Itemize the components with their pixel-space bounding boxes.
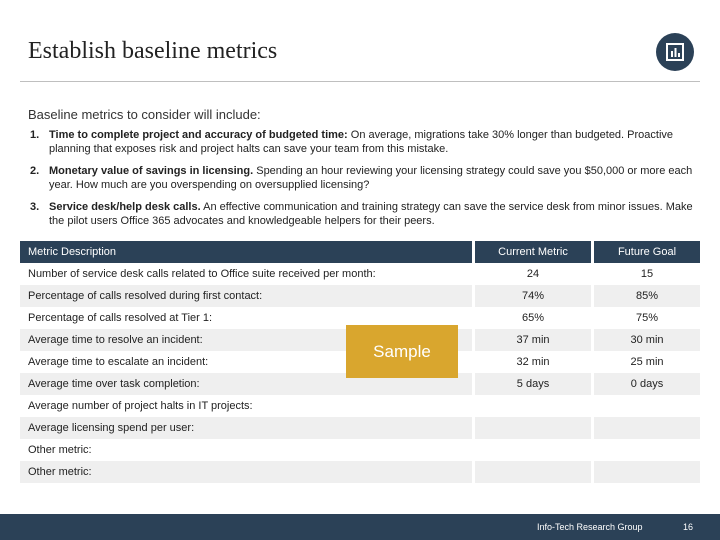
future-goal: 15 [594,263,700,285]
header-metric-description: Metric Description [20,241,472,263]
header-current-metric: Current Metric [475,241,591,263]
metric-description: Other metric: [20,439,472,461]
item-text: On average, migrations take 30% longer than budgeted. Proactive planning that exposes risk and project halts can save your team from this mistake. [49,129,674,155]
metric-description: Other metric: [20,461,472,483]
item-lead: Time to complete project and accuracy of budgeted time: [49,129,348,141]
current-metric: 32 min [475,351,591,373]
table-row [20,439,700,461]
future-goal: 0 days [594,373,700,395]
sample-stamp: Sample [346,325,458,378]
metric-description: Average time to resolve an incident: [20,329,472,351]
item-lead: Service desk/help desk calls. [49,201,201,213]
table-row [20,395,700,417]
footer-brand: Info-Tech Research Group [537,522,643,532]
current-metric: 74% [475,285,591,307]
current-metric: 37 min [475,329,591,351]
header-future-goal: Future Goal [594,241,700,263]
bar-chart-icon [656,33,694,71]
list-item [30,200,700,228]
page-number: 16 [683,522,694,532]
metrics-list [30,128,700,236]
table-row [20,417,700,439]
table-row [20,263,700,285]
metric-description: Percentage of calls resolved during first contact: [20,285,472,307]
future-goal: 30 min [594,329,700,351]
metric-description: Average number of project halts in IT projects: [20,395,472,417]
current-metric [475,439,591,461]
future-goal: 85% [594,285,700,307]
future-goal [594,439,700,461]
future-goal [594,417,700,439]
current-metric: 65% [475,307,591,329]
table-header-row [20,241,700,263]
item-number: 1. [30,129,40,141]
item-number: 3. [30,201,40,213]
future-goal: 75% [594,307,700,329]
metric-description: Number of service desk calls related to Office suite received per month: [20,263,472,285]
current-metric [475,395,591,417]
current-metric [475,417,591,439]
metric-description: Percentage of calls resolved at Tier 1: [20,307,472,329]
current-metric: 24 [475,263,591,285]
current-metric: 5 days [475,373,591,395]
item-lead: Monetary value of savings in licensing. [49,165,254,177]
metric-description: Average time over task completion: [20,373,472,395]
item-text: An effective communication and training strategy can save the service desk from minor issues. Make the pilot users Office 365 advocates and knowledgeable helpers for their peers. [49,201,693,227]
footer-bar [0,514,720,540]
table-row [20,285,700,307]
metric-description: Average time to escalate an incident: [20,351,472,373]
title-divider [20,81,700,82]
future-goal: 25 min [594,351,700,373]
metric-description: Average licensing spend per user: [20,417,472,439]
list-item [30,128,700,156]
future-goal [594,461,700,483]
current-metric [475,461,591,483]
slide-title: Establish baseline metrics [28,38,278,64]
future-goal [594,395,700,417]
table-row [20,461,700,483]
item-text: Spending an hour reviewing your licensing strategy could save you $50,000 or more each year. How much are you overspending on oversupplied licensing? [49,165,693,191]
intro-text: Baseline metrics to consider will include: [28,107,261,122]
item-number: 2. [30,165,40,177]
list-item [30,164,700,192]
